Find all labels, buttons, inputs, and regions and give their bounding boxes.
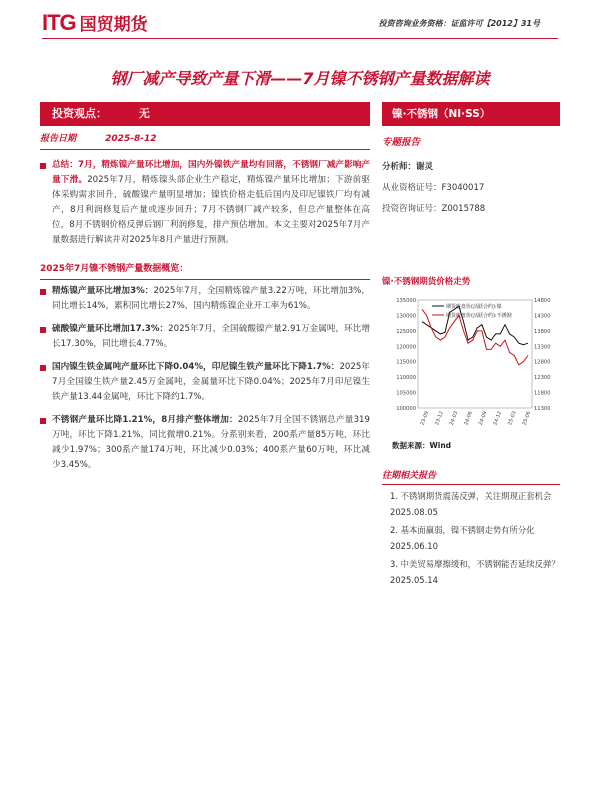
related-report-link[interactable]: 2. 基本面羸弱，镍不锈钢走势有所分化 2025.06.10 [390,525,535,551]
x-tick-label: 24-03 [448,410,460,427]
x-tick-label: 25-03 [507,410,518,427]
legend-label-stainless: 期货收盘价(活跃合约):不锈钢 [446,313,512,319]
date-label: 报告日期 [40,134,77,144]
header-divider [42,38,558,39]
list-item [40,322,370,352]
item-text: 2025年7月全国不锈钢总产量319万吨，环比下降1.21%，同比微增0.21%。分系别来看，200系产量85万吨，环比减少1.97%；300系产量174万吨，环比减少0.03%；400系产量60万吨，环比减少3.45%。 [52,415,370,470]
related-report-link[interactable]: 3. 中美贸易摩擦缓和，不锈钢能否延续反弹？2025.05.14 [390,559,560,585]
bullet-icon [40,365,46,371]
left-tick-label: 120000 [396,344,416,351]
cert-value: F3040017 [441,183,485,193]
left-tick-label: 130000 [396,313,416,320]
analyst-label: 分析师： [382,162,417,172]
view-value: 无 [138,107,150,120]
analyst-info [382,160,560,223]
left-tick-label: 135000 [396,298,416,304]
main-body [40,158,370,481]
sidebar-title: 镍·不锈钢（NI·SS） [382,102,560,126]
investment-view-bar [40,102,370,126]
cert-label: 从业资格证号： [382,183,442,193]
section-title: 2025年7月镍不锈钢产量数据概览： [40,262,370,280]
related-reports-list [390,488,560,590]
consult-value: Z0015788 [441,204,486,214]
right-tick-label: 11300 [534,406,551,412]
right-tick-label: 14300 [534,313,551,320]
view-label: 投资观点： [52,107,107,120]
legend-label-nickel: 期货收盘价(活跃合约):镍 [446,304,502,310]
right-tick-label: 11800 [534,390,551,397]
summary-lead: 总结：7月，精炼镍产量环比增加，国内外镍铁产量均有回落，不锈钢厂减产影响产量下滑。 [52,160,370,185]
item-text: 2025年7月全国镍生铁产量2.45万金属吨，金属量环比下降0.04%；2025年7月印尼镍生铁产量13.44金属吨，环比下降约1.7%。 [52,362,370,402]
date-value: 2025-8-12 [105,134,157,144]
item-lead: 国内镍生铁金属吨产量环比下降0.04%，印尼镍生铁产量环比下降1.7%： [52,362,340,372]
x-tick-label: 24-09 [477,410,489,427]
x-tick-label: 23-12 [434,410,445,427]
x-tick-label: 23-09 [419,410,431,427]
consult-label: 投资咨询证号： [382,204,442,214]
summary-paragraph [40,158,370,248]
report-title: 钢厂减产导致产量下滑——7月镍不锈钢产量数据解读 [110,69,490,88]
analyst-name: 谢灵 [416,162,434,172]
x-tick-label: 24-12 [492,410,504,427]
right-tick-label: 14800 [534,298,551,304]
page-header [0,0,600,40]
x-tick-label: 25-06 [521,410,533,427]
report-date-bar [40,129,370,150]
item-lead: 硫酸镍产量环比增加17.3%： [52,324,169,334]
item-lead: 不锈钢产量环比降1.21%，8月排产整体增加： [52,415,238,425]
related-report-link[interactable]: 1. 不锈钢期货震荡反弹，关注期现正套机会 2025.08.05 [390,491,552,517]
bullet-icon [40,289,46,295]
left-tick-label: 100000 [396,406,416,412]
logo-cn: 国贸期货 [79,15,148,35]
right-tick-label: 12800 [534,359,551,366]
chart-source: 数据来源：Wind [392,441,452,450]
list-item [40,284,370,314]
right-tick-label: 13800 [534,328,551,335]
bullet-icon [40,418,46,424]
related-reports-title: 往期相关报告 [382,468,560,485]
left-tick-label: 115000 [396,359,416,366]
logo-itg: ITG [42,10,76,35]
chart-title: 镍·不锈钢期货价格走势 [382,277,471,287]
right-tick-label: 13300 [534,344,551,351]
report-type: 专题报告 [382,137,421,148]
x-tick-label: 24-06 [463,410,474,427]
company-logo [42,10,148,36]
list-item [40,360,370,405]
bullet-icon [40,163,46,169]
price-chart [382,290,560,440]
list-item [40,413,370,473]
summary-text: 2025年7月，精炼镍头部企业生产稳定，精炼镍产量环比增加；下游前驱体采购需求回升，硫酸镍产量明显增加；镍铁价格走低后国内及印尼镍铁厂均有减产，8月利润修复后产量或逐步回升；7月不锈钢厂减产较多，但总产量整体在高位，8月不锈钢价格反弹后钢厂利润修复，排产预估增加。本文主要对2025年7月产量数据进行解读并对2025年8月产量进行预测。 [52,175,370,245]
qualification-text: 投资咨询业务资格：证监许可【2012】31号 [378,19,540,28]
bullet-icon [40,327,46,333]
left-tick-label: 110000 [396,375,416,382]
item-text: 2025年7月，全国精炼镍产量3.22万吨，环比增加3%，同比增长14%，累积同比增长27%，国内精炼镍企业开工率为61%。 [52,286,371,311]
right-tick-label: 12300 [534,375,551,382]
left-tick-label: 105000 [396,390,416,397]
item-text: 2025年7月，全国硫酸镍产量2.91万金属吨，环比增长17.30%，同比增长4.77%。 [52,324,370,349]
left-tick-label: 125000 [396,328,416,335]
item-lead: 精炼镍产量环比增加3%： [52,286,154,296]
